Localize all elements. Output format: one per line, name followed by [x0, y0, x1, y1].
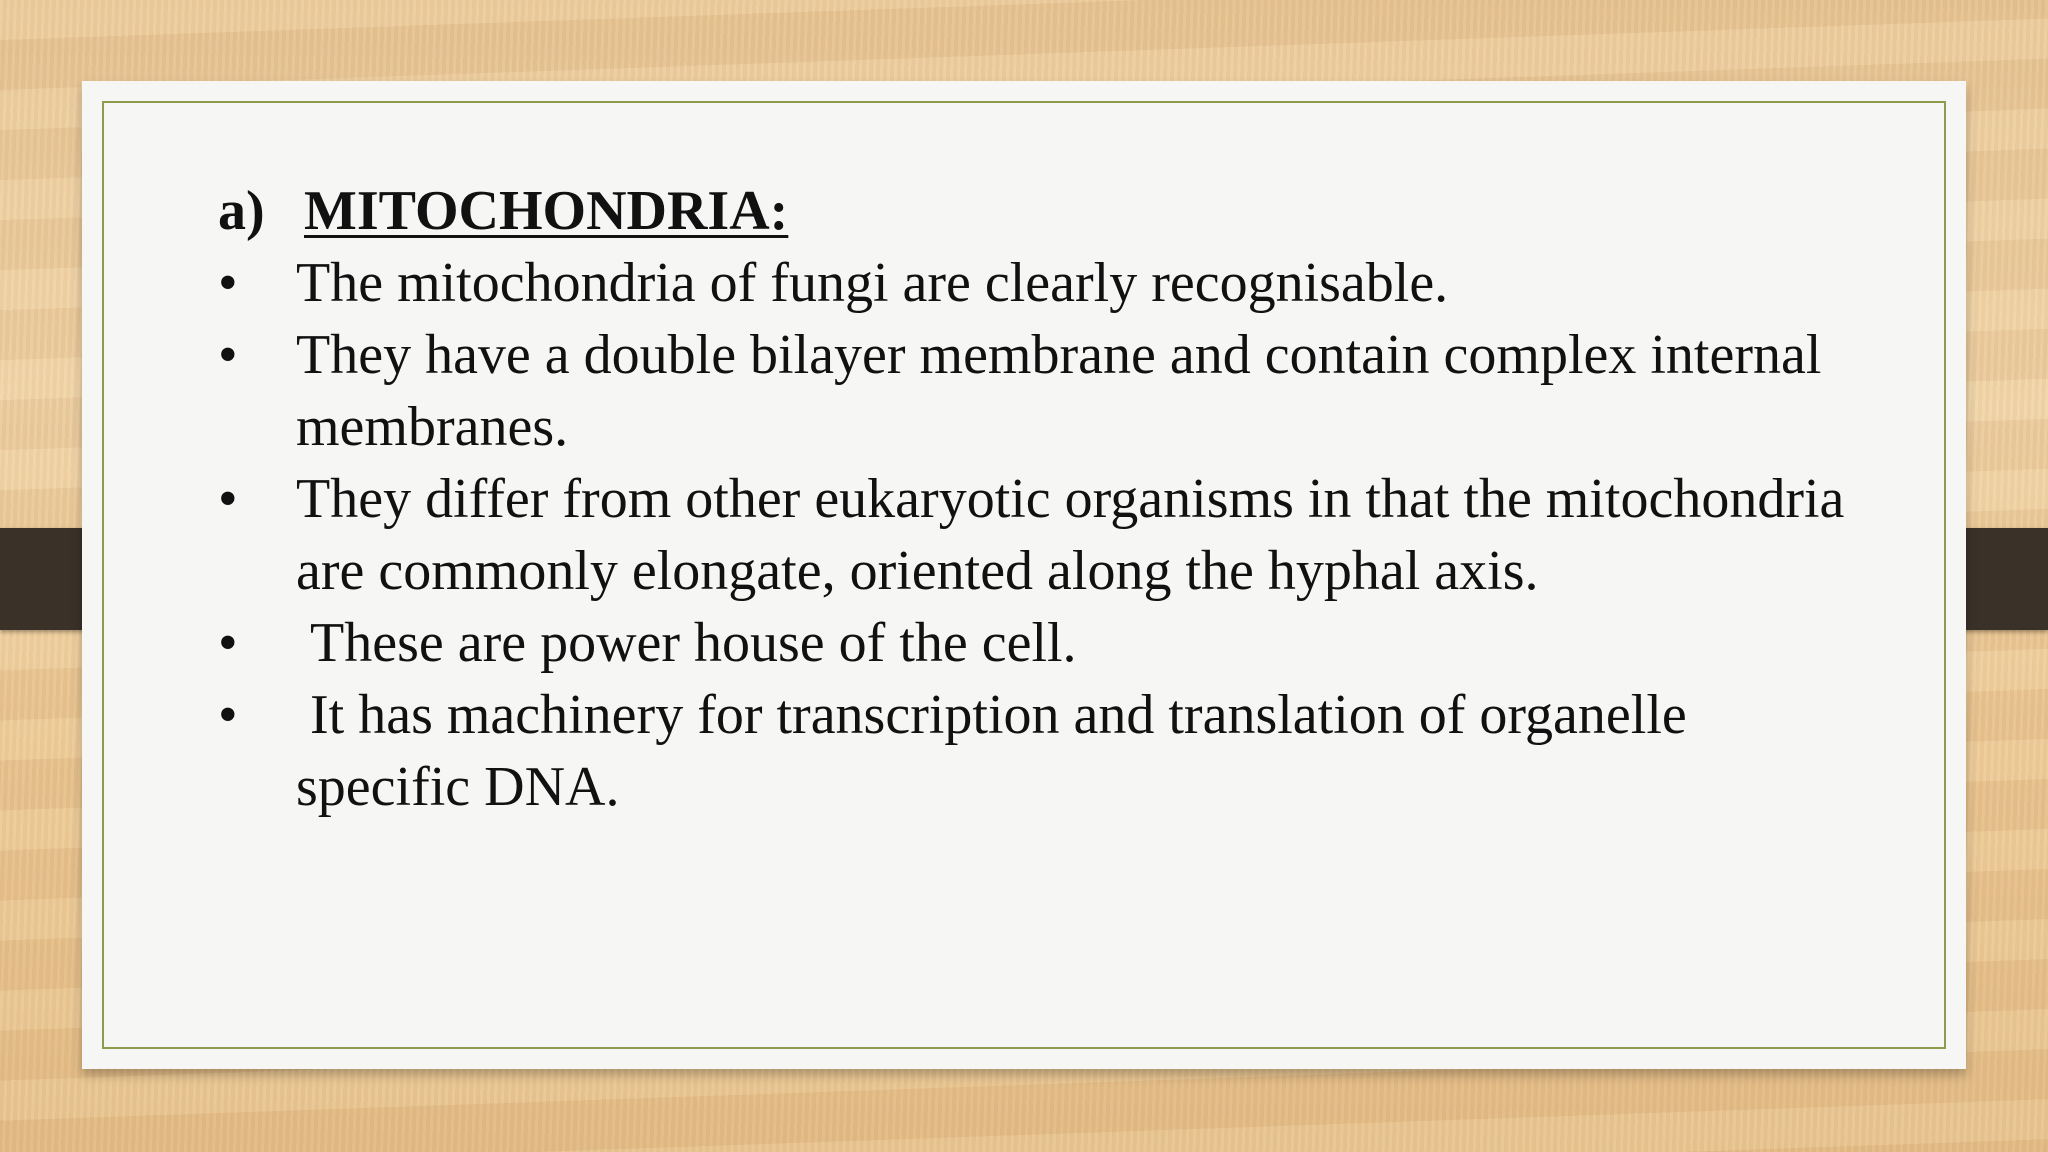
bullet-item: [218, 463, 1858, 607]
bullet-text: These are power house of the cell.: [310, 612, 1077, 674]
bullet-item: [218, 607, 1858, 679]
bullet-text: The mitochondria of fungi are clearly recognisable.: [296, 252, 1449, 314]
bullet-item: [218, 247, 1858, 319]
slide-content: [218, 175, 1858, 823]
bullet-item: [218, 679, 1858, 823]
heading-letter: a): [218, 180, 265, 242]
slide-card: [82, 81, 1966, 1069]
bullet-text: They have a double bilayer membrane and contain complex internal membranes.: [296, 324, 1822, 458]
bullet-item: [218, 319, 1858, 463]
bullet-text: They differ from other eukaryotic organisms in that the mitochondria are commonly elongate, oriented along the hyphal axis.: [296, 468, 1845, 602]
bullet-text: It has machinery for transcription and translation of organelle specific DNA.: [296, 684, 1687, 818]
section-heading: [218, 175, 1858, 247]
heading-title: MITOCHONDRIA:: [304, 180, 789, 242]
bullet-list: [218, 247, 1858, 823]
